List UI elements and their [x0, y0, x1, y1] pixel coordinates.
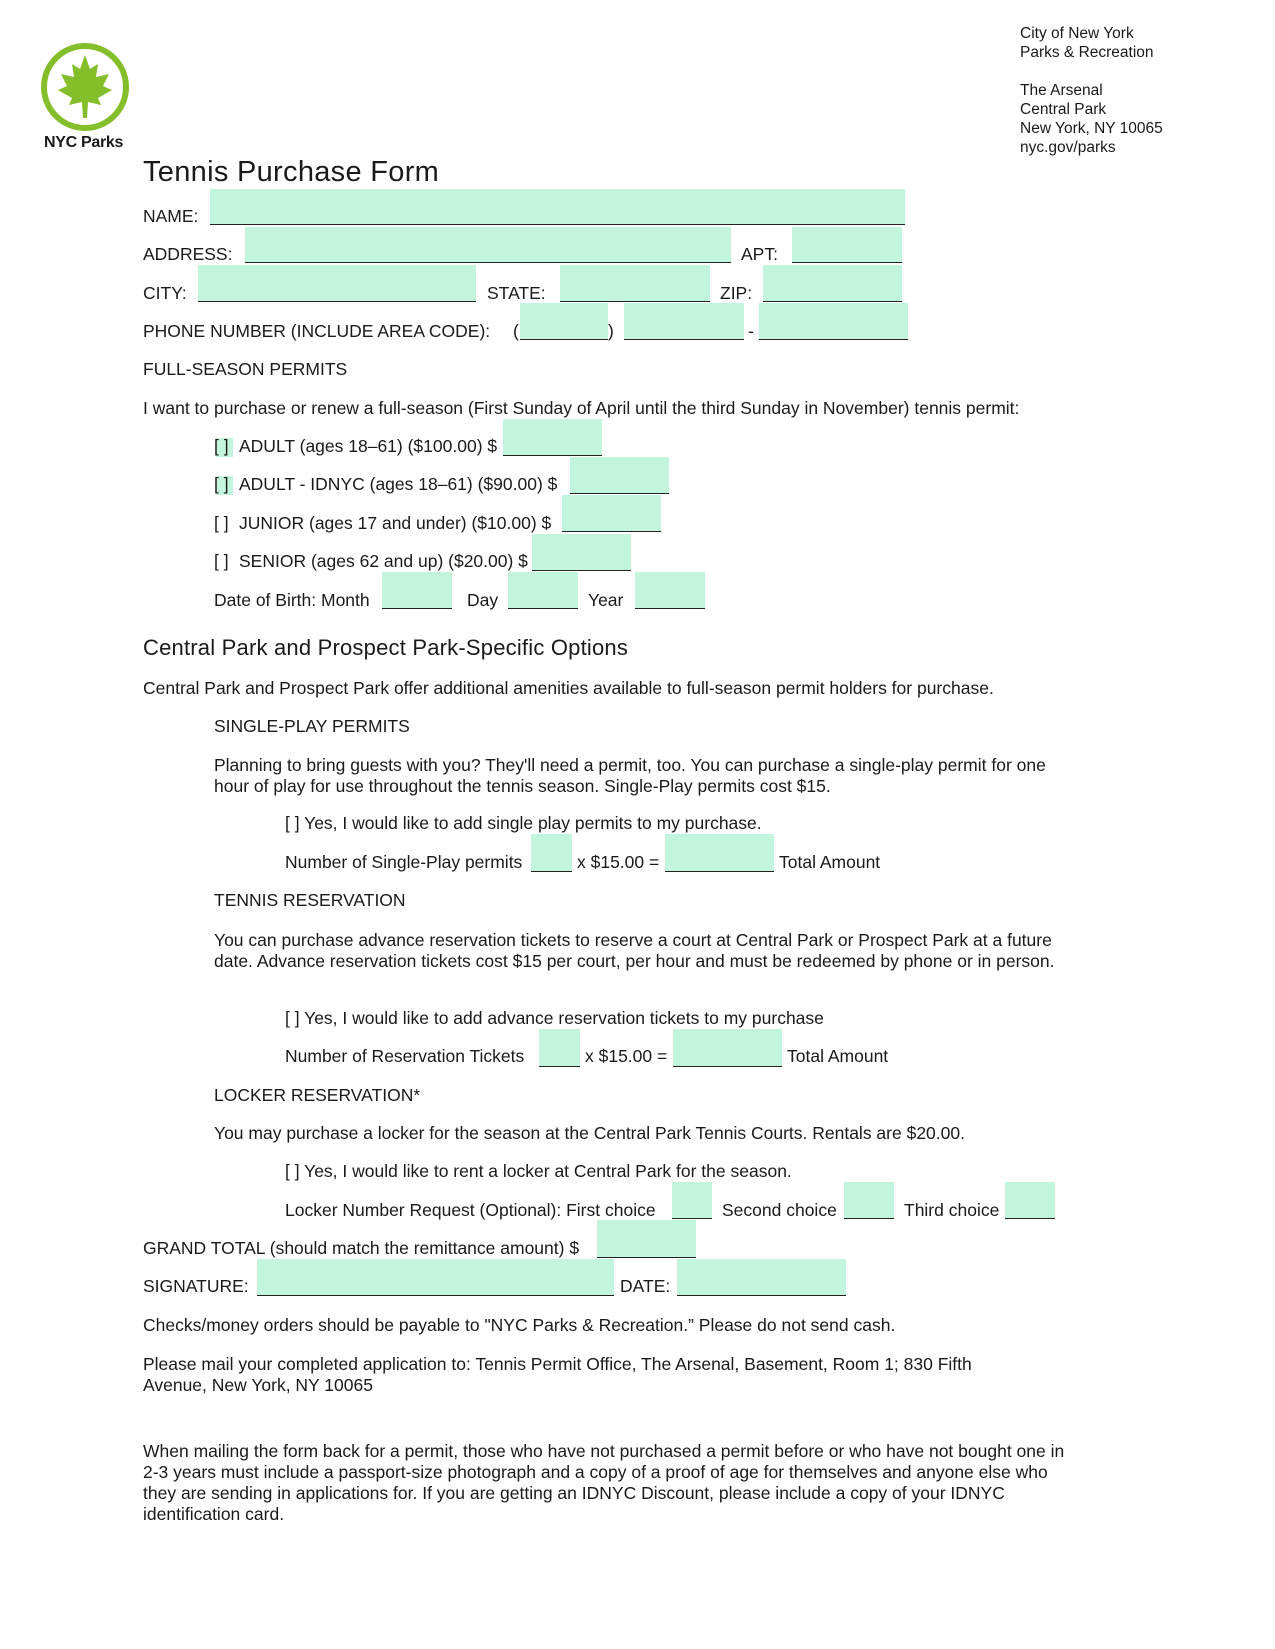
locker-third-choice-field[interactable] — [1005, 1182, 1055, 1219]
address-line — [1020, 62, 1163, 81]
reservation-total-field[interactable] — [673, 1029, 782, 1067]
photo-requirement-note: When mailing the form back for a permit, those who have not purchased a permit before or who have not bought one in 2-3 years must include a passport-size photograph and a copy of a proof of age for themselves and anyone else who they are sending in applications for. If you are getting an IDNYC Discount, please include a copy of your IDNYC identification card. — [143, 1441, 1065, 1524]
dob-year-field[interactable] — [635, 572, 705, 609]
senior-checkbox[interactable]: [ ] — [214, 551, 229, 571]
reservation-checkbox[interactable]: [ ] Yes, I would like to add advance reservation tickets to my purchase — [285, 1008, 824, 1028]
zip-field[interactable] — [763, 265, 902, 302]
address-line: Parks & Recreation — [1020, 44, 1154, 61]
adult-option-label: ADULT (ages 18–61) ($100.00) $ — [239, 436, 498, 456]
signature-field[interactable] — [257, 1259, 614, 1296]
address-line: Central Park — [1020, 101, 1107, 118]
name-label: NAME: — [143, 206, 199, 226]
central-heading: Central Park and Prospect Park-Specific Options — [143, 635, 629, 660]
junior-option-label: JUNIOR (ages 17 and under) ($10.00) $ — [239, 513, 552, 533]
reservation-count-field[interactable] — [539, 1029, 580, 1067]
single-play-multiplier: x $15.00 = — [577, 852, 660, 872]
apt-label: APT: — [741, 244, 778, 264]
zip-label: ZIP: — [720, 283, 753, 303]
reservation-count-label: Number of Reservation Tickets — [285, 1046, 525, 1066]
dob-day-field[interactable] — [508, 572, 578, 609]
address-line: nyc.gov/parks — [1020, 139, 1116, 156]
dob-year-label: Year — [588, 590, 624, 610]
checkbox-glyph: [ ] — [214, 436, 229, 456]
dob-month-label: Date of Birth: Month — [214, 590, 370, 610]
state-field[interactable] — [560, 265, 710, 302]
state-label: STATE: — [487, 283, 546, 303]
central-intro: Central Park and Prospect Park offer additional amenities available to full-season permit holders for purchase. — [143, 678, 994, 698]
city-label: CITY: — [143, 283, 187, 303]
locker-first-choice-field[interactable] — [672, 1182, 712, 1219]
grand-total-label: GRAND TOTAL (should match the remittance amount) $ — [143, 1238, 580, 1258]
signature-label: SIGNATURE: — [143, 1276, 249, 1296]
name-field[interactable] — [210, 189, 905, 225]
phone-prefix-field[interactable] — [624, 303, 744, 340]
reservation-multiplier: x $15.00 = — [585, 1046, 668, 1066]
phone-close-paren: ) — [608, 321, 614, 341]
city-field[interactable] — [198, 265, 476, 302]
locker-second-choice-field[interactable] — [844, 1182, 894, 1219]
single-play-count-field[interactable] — [531, 834, 572, 872]
phone-area-code-field[interactable] — [520, 303, 608, 340]
page-title: Tennis Purchase Form — [143, 156, 440, 188]
payable-note: Checks/money orders should be payable to "NYC Parks & Recreation.” Please do not send cash. — [143, 1315, 896, 1335]
single-play-total-label: Total Amount — [779, 852, 881, 872]
senior-option-label: SENIOR (ages 62 and up) ($20.00) $ — [239, 551, 528, 571]
phone-open-paren: ( — [513, 321, 519, 341]
full-season-heading: FULL-SEASON PERMITS — [143, 359, 348, 379]
checkbox-glyph: [ ] — [214, 474, 229, 494]
adult-amount-field[interactable] — [503, 419, 602, 456]
grand-total-field[interactable] — [597, 1220, 696, 1258]
locker-checkbox[interactable]: [ ] Yes, I would like to rent a locker at Central Park for the season. — [285, 1161, 792, 1181]
locker-third-choice-label: Third choice — [904, 1200, 1000, 1220]
locker-first-choice-label: Locker Number Request (Optional): First choice — [285, 1200, 656, 1220]
single-play-total-field[interactable] — [665, 834, 774, 872]
address-line: New York, NY 10065 — [1020, 120, 1163, 137]
address-line: The Arsenal — [1020, 82, 1103, 99]
phone-dash: - — [748, 321, 754, 341]
locker-body: You may purchase a locker for the season at the Central Park Tennis Courts. Rentals are $20.00. — [214, 1123, 965, 1143]
junior-amount-field[interactable] — [562, 495, 661, 532]
reservation-heading: TENNIS RESERVATION — [214, 890, 406, 910]
single-play-checkbox[interactable]: [ ] Yes, I would like to add single play permits to my purchase. — [285, 813, 762, 833]
full-season-intro: I want to purchase or renew a full-season (First Sunday of April until the third Sunday in November) tennis permit: — [143, 398, 1020, 418]
reservation-body: You can purchase advance reservation tickets to reserve a court at Central Park or Prospect Park at a future date. Advance reservation tickets cost $15 per court, per hour and must be redeemed by phone or in person. — [214, 930, 1055, 971]
date-label: DATE: — [620, 1276, 671, 1296]
mail-note: Please mail your completed application to: Tennis Permit Office, The Arsenal, Basement, Room 1; 830 Fifth Avenue, New York, NY 10065 — [143, 1354, 972, 1395]
address-field[interactable] — [245, 227, 731, 263]
apt-field[interactable] — [792, 227, 902, 263]
dob-month-field[interactable] — [382, 572, 452, 609]
locker-heading: LOCKER RESERVATION* — [214, 1085, 421, 1105]
adult-idnyc-option-label: ADULT - IDNYC (ages 18–61) ($90.00) $ — [239, 474, 558, 494]
address-block — [1020, 24, 1163, 157]
phone-label: PHONE NUMBER (INCLUDE AREA CODE): — [143, 321, 491, 341]
maple-leaf-icon — [40, 42, 130, 132]
phone-line-field[interactable] — [759, 303, 908, 340]
logo-text: NYC Parks — [44, 134, 124, 151]
dob-day-label: Day — [467, 590, 499, 610]
date-field[interactable] — [677, 1259, 846, 1296]
junior-checkbox[interactable]: [ ] — [214, 513, 229, 533]
single-play-heading: SINGLE-PLAY PERMITS — [214, 716, 410, 736]
senior-amount-field[interactable] — [532, 534, 631, 571]
address-label: ADDRESS: — [143, 244, 233, 264]
single-play-body: Planning to bring guests with you? They'll need a permit, too. You can purchase a single-play permit for one hour of play for use throughout the tennis season. Single-Play permits cost $15. — [214, 755, 1046, 796]
reservation-total-label: Total Amount — [787, 1046, 889, 1066]
adult-idnyc-amount-field[interactable] — [570, 457, 669, 494]
single-play-count-label: Number of Single-Play permits — [285, 852, 523, 872]
address-line: City of New York — [1020, 25, 1134, 42]
locker-second-choice-label: Second choice — [722, 1200, 837, 1220]
nyc-parks-logo — [40, 42, 130, 137]
